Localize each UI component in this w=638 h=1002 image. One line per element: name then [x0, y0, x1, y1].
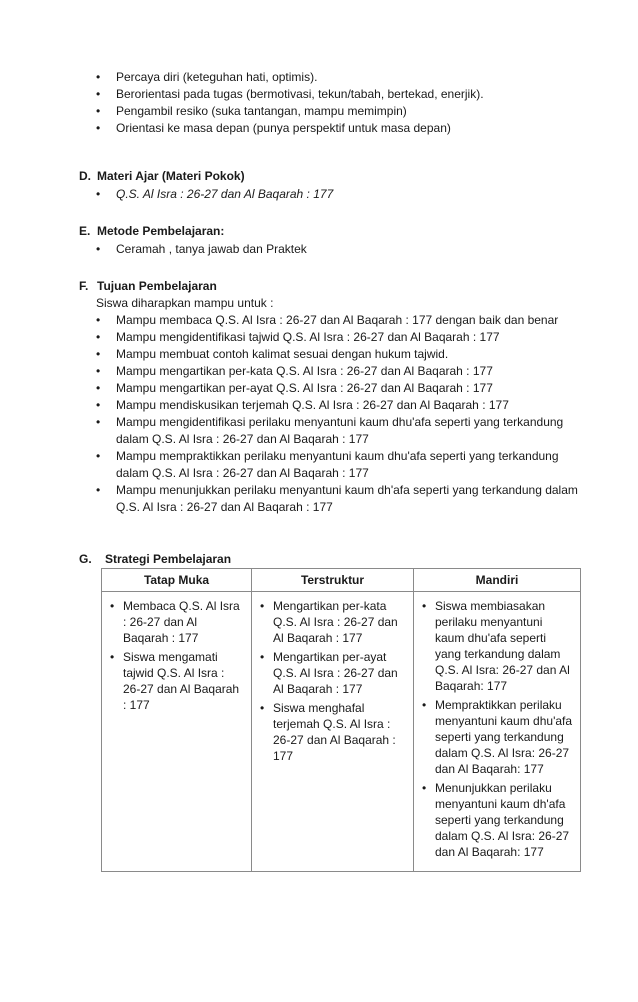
section-letter: F.	[79, 279, 89, 293]
materi-list	[96, 186, 579, 203]
column-header-terstruktur: Terstruktur	[252, 569, 414, 592]
section-materi-ajar	[79, 168, 579, 203]
bullet: •	[96, 347, 101, 361]
metode-list	[96, 241, 579, 258]
section-title: Materi Ajar (Materi Pokok)	[97, 169, 245, 183]
bullet: •	[96, 187, 101, 201]
cell-list	[422, 598, 574, 860]
strategy-table	[101, 568, 581, 872]
cell-list	[110, 598, 245, 713]
section-title: Strategi Pembelajaran	[105, 552, 232, 566]
list-item: • Mampu mengartikan per-kata Q.S. Al Isra : 26-27 dan Al Baqarah : 177	[96, 364, 493, 378]
list-item: • Mampu membaca Q.S. Al Isra : 26-27 dan Al Baqarah : 177 dengan baik dan benar	[96, 313, 559, 327]
bullet: •	[260, 599, 265, 613]
bullet: •	[96, 449, 101, 463]
bullet: •	[96, 121, 101, 135]
section-tujuan	[79, 278, 579, 516]
bullet: •	[110, 599, 115, 613]
section-heading	[79, 223, 579, 240]
list-item: • Percaya diri (keteguhan hati, optimis).	[96, 70, 318, 84]
bullet: •	[96, 242, 101, 256]
list-item: • Mengartikan per-kata Q.S. Al Isra : 26-27 dan Al Baqarah : 177	[260, 599, 398, 645]
tujuan-list	[96, 312, 579, 516]
section-heading	[79, 278, 579, 295]
bullet: •	[96, 87, 101, 101]
section-heading	[79, 168, 579, 185]
bullet: •	[96, 330, 101, 344]
bullet: •	[422, 781, 427, 795]
list-item: • Menunjukkan perilaku menyantuni kaum dh'afa seperti yang terkandung dalam Q.S. Al Isra: 26-27 dan Al Baqarah: 177	[422, 781, 570, 859]
section-intro: Siswa diharapkan mampu untuk :	[96, 296, 274, 310]
section-strategi	[79, 551, 579, 568]
character-traits-list	[96, 69, 566, 137]
list-item: • Mampu mempraktikkan perilaku menyantuni kaum dhu'afa seperti yang terkandung dalam Q.S. Al Isra : 26-27 dan Al Baqarah : 177	[96, 449, 559, 480]
list-item: • Pengambil resiko (suka tantangan, mampu memimpin)	[96, 104, 407, 118]
list-item: • Mempraktikkan perilaku menyantuni kaum dhu'afa seperti yang terkandung dalam Q.S. Al Isra: 26-27 dan Al Baqarah: 177	[422, 698, 573, 776]
section-letter: E.	[79, 224, 91, 238]
list-item: • Siswa menghafal terjemah Q.S. Al Isra : 26-27 dan Al Baqarah : 177	[260, 701, 396, 763]
cell-terstruktur	[252, 592, 414, 872]
cell-list	[260, 598, 407, 764]
list-item: • Mengartikan per-ayat Q.S. Al Isra : 26-27 dan Al Baqarah : 177	[260, 650, 398, 696]
list-item: • Mampu membuat contoh kalimat sesuai dengan hukum tajwid.	[96, 347, 449, 361]
bullet: •	[96, 483, 101, 497]
list-item: • Berorientasi pada tugas (bermotivasi, tekun/tabah, bertekad, enerjik).	[96, 87, 484, 101]
section-metode	[79, 223, 579, 258]
bullet: •	[260, 650, 265, 664]
list-item: • Siswa mengamati tajwid Q.S. Al Isra : 26-27 dan Al Baqarah : 177	[110, 650, 240, 712]
bullet: •	[422, 698, 427, 712]
column-header-mandiri: Mandiri	[414, 569, 581, 592]
cell-mandiri	[414, 592, 581, 872]
section-letter: G.	[79, 552, 92, 566]
column-header-tatap-muka: Tatap Muka	[102, 569, 252, 592]
section-heading	[79, 551, 579, 568]
bullet: •	[96, 398, 101, 412]
list-item: • Siswa membiasakan perilaku menyantuni kaum dhu'afa seperti yang terkandung dalam Q.S. Al Isra: 26-27 dan Al Baqarah: 177	[422, 599, 570, 693]
section-title: Metode Pembelajaran:	[97, 224, 225, 238]
list-item: • Membaca Q.S. Al Isra : 26-27 dan Al Baqarah : 177	[110, 599, 240, 645]
table-row	[102, 592, 581, 872]
bullet: •	[422, 599, 427, 613]
bullet: •	[96, 381, 101, 395]
list-item: • Mampu menunjukkan perilaku menyantuni kaum dh'afa seperti yang terkandung dalam Q.S. Al Isra : 26-27 dan Al Baqarah : 177	[96, 483, 578, 514]
list-item: • Mampu mengartikan per-ayat Q.S. Al Isra : 26-27 dan Al Baqarah : 177	[96, 381, 493, 395]
list-item: • Ceramah , tanya jawab dan Praktek	[96, 242, 307, 256]
cell-tatap-muka	[102, 592, 252, 872]
bullet: •	[110, 650, 115, 664]
list-item: • Mampu mengidentifikasi perilaku menyantuni kaum dhu'afa seperti yang terkandung dalam Q.S. Al Isra : 26-27 dan Al Baqarah : 177	[96, 415, 564, 446]
list-item: • Q.S. Al Isra : 26-27 dan Al Baqarah : 177	[96, 187, 334, 201]
bullet: •	[96, 70, 101, 84]
list-item: • Mampu mendiskusikan terjemah Q.S. Al Isra : 26-27 dan Al Baqarah : 177	[96, 398, 509, 412]
table-header-row	[102, 569, 581, 592]
list-item: • Orientasi ke masa depan (punya perspektif untuk masa depan)	[96, 121, 451, 135]
bullet: •	[96, 364, 101, 378]
bullet: •	[96, 415, 101, 429]
section-letter: D.	[79, 169, 91, 183]
bullet: •	[260, 701, 265, 715]
section-title: Tujuan Pembelajaran	[97, 279, 217, 293]
bullet: •	[96, 104, 101, 118]
bullet: •	[96, 313, 101, 327]
list-item: • Mampu mengidentifikasi tajwid Q.S. Al Isra : 26-27 dan Al Baqarah : 177	[96, 330, 500, 344]
